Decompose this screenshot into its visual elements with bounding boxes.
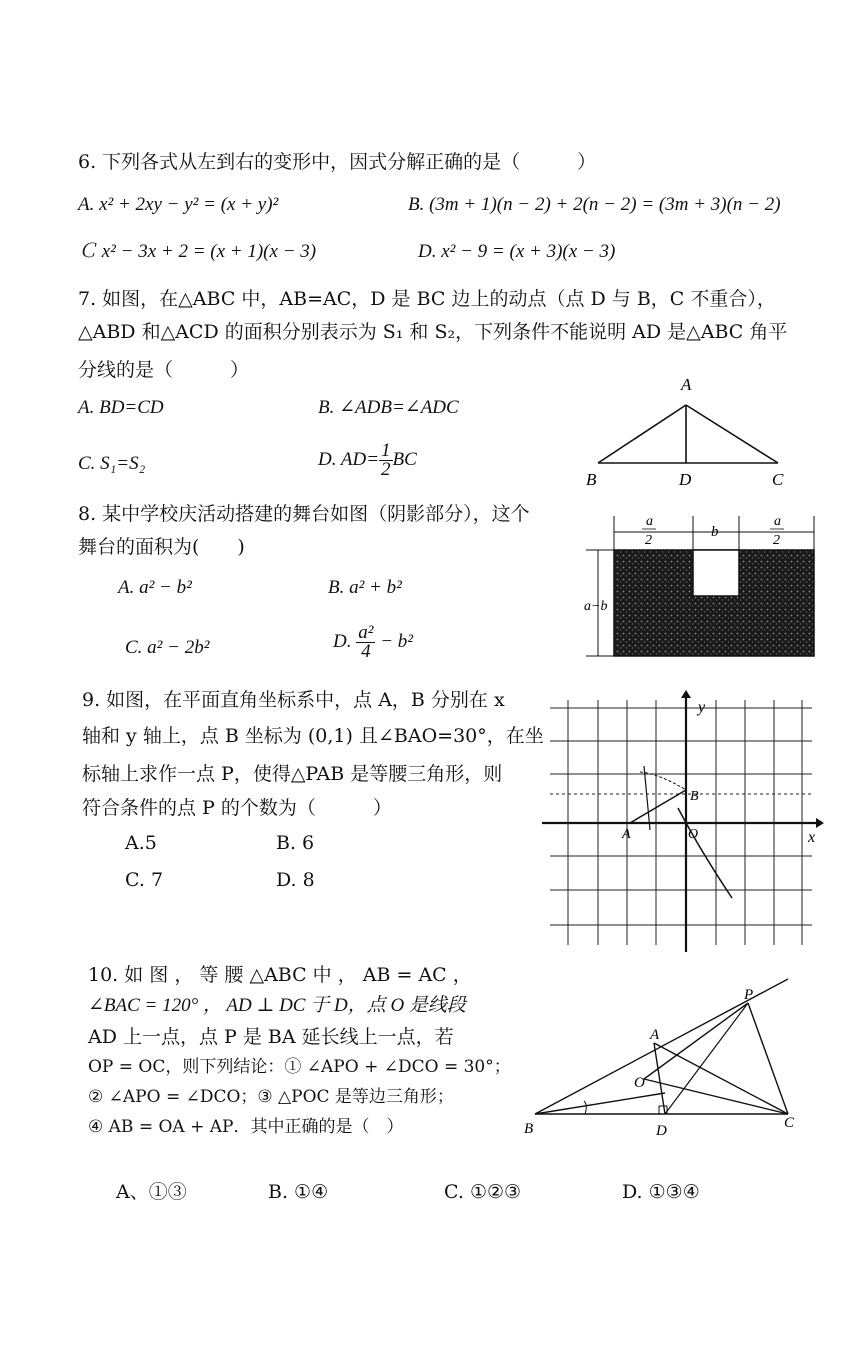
q7-triangle-figure (580, 370, 810, 490)
q9-option-b: B. 6 (276, 832, 315, 854)
q7-label-b: B (586, 470, 597, 489)
q7-d-numerator: 1 (381, 440, 391, 461)
q7-option-d (318, 442, 417, 479)
q7-option-d-fraction (379, 442, 393, 479)
q8-option-b: B. a² + b² (328, 577, 402, 598)
q8-dim-left-den: 2 (645, 533, 652, 548)
q9-x-axis-arrow (816, 818, 824, 828)
q7-option-c: C. S₁=S₂ (78, 453, 146, 474)
q7-stem-line3: 分线的是（ ） (78, 359, 250, 381)
q9-coordinate-grid-figure (540, 690, 825, 955)
q9-label-a: A (622, 827, 631, 842)
q7-option-d-suffix: BC (392, 448, 417, 470)
q10-stem-line4: OP = OC，则下列结论：① ∠APO + ∠DCO = 30°； (88, 1057, 511, 1077)
q8-dim-right-den: 2 (773, 533, 780, 548)
q7-option-b: B. ∠ADB=∠ADC (318, 397, 459, 418)
q9-stem-line4: 符合条件的点 P 的个数为（ ） (82, 797, 392, 819)
q7-option-a: A. BD=CD (78, 397, 164, 418)
q8-option-d-prefix: D. (333, 630, 352, 652)
q10-stem-line1: 10. 如 图 ， 等 腰 △ABC 中 ， AB = AC ， (88, 964, 472, 986)
q7-label-d: D (679, 470, 692, 489)
q10-stem-line6: ④ AB = OA + AP．其中正确的是（ ） (88, 1117, 404, 1137)
q7-option-d-prefix: D. AD= (318, 448, 380, 470)
q9-label-x: x (808, 829, 816, 846)
q8-dim-right-num: a (774, 514, 781, 529)
q8-stem-line1: 8. 某中学校庆活动搭建的舞台如图（阴影部分），这个 (78, 503, 530, 525)
q9-option-a: A.5 (125, 832, 157, 854)
q9-label-b: B (690, 789, 699, 804)
q7-d-denominator: 2 (381, 459, 391, 480)
q9-label-y: y (698, 699, 706, 716)
q10-option-d: D. ①③④ (622, 1181, 700, 1203)
q7-label-a: A (681, 375, 692, 394)
q9-y-axis-arrow (681, 690, 691, 698)
q8-d-numerator: a² (358, 622, 374, 643)
q7-stem-line2: △ABD 和△ACD 的面积分别表示为 S₁ 和 S₂，下列条件不能说明 AD 是△ABC 角平 (78, 321, 788, 343)
q9-stem-line1: 9. 如图，在平面直角坐标系中，点 A，B 分别在 x (82, 689, 505, 711)
q6-option-d: D. x² − 9 = (x + 3)(x − 3) (418, 241, 616, 262)
q7-stem-line1: 7. 如图，在△ABC 中，AB=AC，D 是 BC 边上的动点（点 D 与 B，C 不重合）， (78, 288, 776, 310)
q8-option-d-suffix: − b² (380, 630, 413, 652)
q10-stem-line5: ② ∠APO = ∠DCO；③ △POC 是等边三角形； (88, 1087, 454, 1107)
q8-option-c: C. a² − 2b² (125, 637, 210, 658)
q6-option-b: B. (3m + 1)(n − 2) + 2(n − 2) = (3m + 3)(n − 2) (408, 194, 781, 215)
q10-option-c: C. ①②③ (444, 1181, 522, 1203)
q10-label-p: P (744, 987, 754, 1003)
q8-cutout-square (693, 550, 739, 596)
q10-stem-line2: ∠BAC = 120° ， AD ⊥ DC 于 D，点 O 是线段 (88, 995, 466, 1016)
q9-label-o: O (688, 827, 699, 842)
q10-label-o: O (634, 1075, 645, 1091)
q10-label-a: A (650, 1027, 660, 1043)
q8-option-d-fraction (356, 624, 375, 661)
q7-label-c: C (772, 470, 784, 489)
q10-label-b: B (524, 1121, 534, 1137)
q10-triangle-figure (520, 975, 820, 1145)
q8-option-a: A. a² − b² (118, 577, 192, 598)
q9-option-d: D. 8 (276, 869, 315, 891)
q10-stem-line3: AD 上一点，点 P 是 BA 延长线上一点，若 (88, 1026, 454, 1048)
q8-d-denominator: 4 (361, 641, 371, 662)
q6-option-c: Ｃ x² − 3x + 2 = (x + 1)(x − 3) (78, 241, 317, 262)
q8-stem-line2: 舞台的面积为( ) (78, 536, 245, 558)
q8-stage-figure (580, 512, 820, 662)
q6-stem: 6. 下列各式从左到右的变形中，因式分解正确的是（ ） (78, 151, 597, 173)
q6-option-a: A. x² + 2xy − y² = (x + y)² (78, 194, 279, 215)
q10-label-d: D (656, 1123, 667, 1139)
q9-stem-line3: 标轴上求作一点 P，使得△PAB 是等腰三角形，则 (82, 763, 503, 785)
q9-option-c: C. 7 (125, 869, 164, 891)
q10-option-b: B. ①④ (268, 1181, 329, 1203)
q10-option-a: A、①③ (116, 1181, 187, 1203)
q8-option-d (333, 624, 413, 661)
q8-dim-left-num: a (646, 514, 653, 529)
q10-label-c: C (784, 1115, 795, 1131)
q8-dim-side: a−b (584, 599, 608, 614)
q9-stem-line2: 轴和 y 轴上，点 B 坐标为 (0,1) 且∠BAO=30°，在坐 (82, 725, 544, 747)
q8-dim-mid: b (711, 524, 719, 540)
